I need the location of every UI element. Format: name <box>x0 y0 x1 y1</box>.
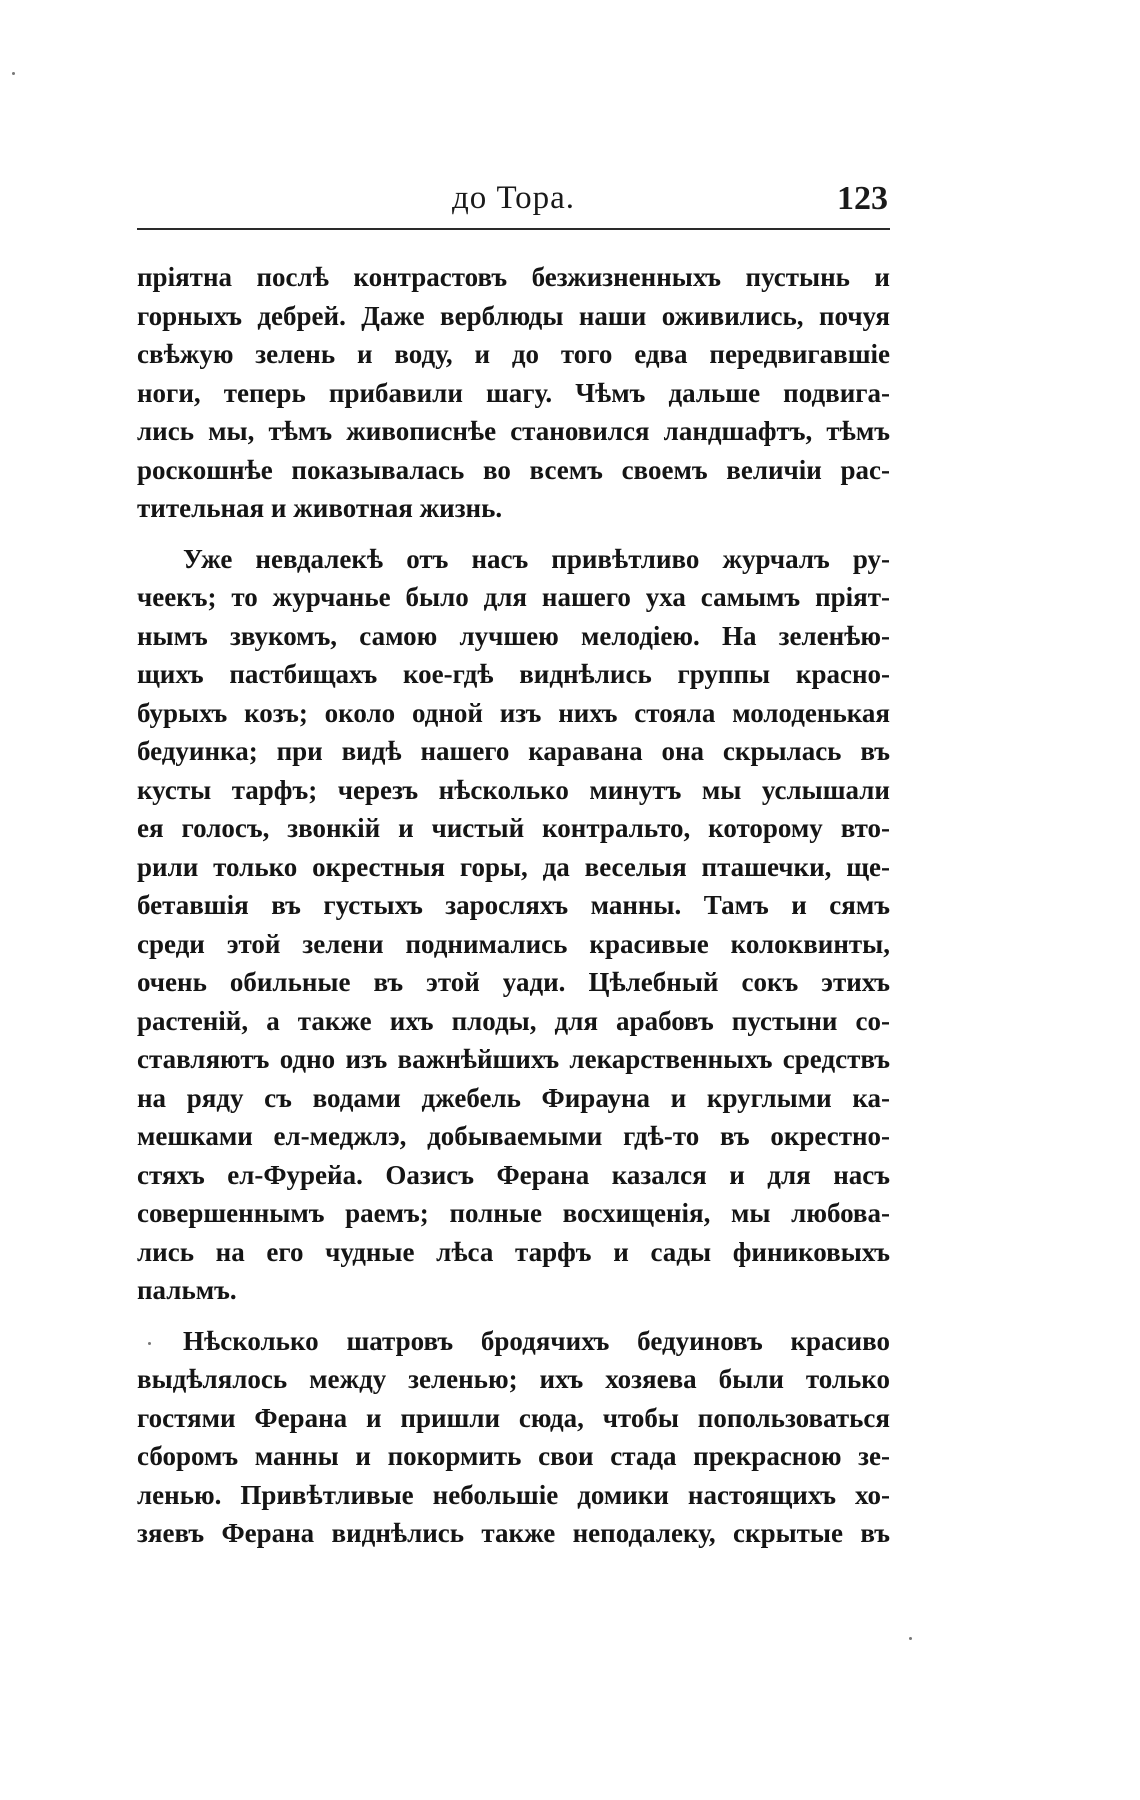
text-line: Нѣсколько шатровъ бродячихъ бедуиновъ красиво <box>183 1325 890 1356</box>
page-number: 123 <box>837 180 888 217</box>
text-line: тительная и животная жизнь. <box>137 493 503 523</box>
text-line: бедуинка; при видѣ нашего каравана она скрылась въ <box>137 736 890 766</box>
text-line: ставляютъ одно изъ важнѣйшихъ лекарственныхъ средствъ <box>137 1044 890 1074</box>
text-line: горныхъ дебрей. Даже верблюды наши оживились, почуя <box>137 300 890 331</box>
text-line: на ряду съ водами джебель Фирауна и круглыми ка- <box>137 1082 890 1113</box>
text-line: щихъ пастбищахъ кое-гдѣ виднѣлись группы красно- <box>137 659 890 689</box>
text-line: свѣжую зелень и воду, и до того едва передвигавшіе <box>137 339 890 369</box>
text-line: зяевъ Ферана виднѣлись также неподалеку, скрытые въ <box>137 1518 890 1548</box>
text-line: бетавшія въ густыхъ заросляхъ манны. Тамъ и сямъ <box>137 890 890 920</box>
paragraph-gap <box>137 528 890 540</box>
text-line: пальмъ. <box>137 1275 237 1305</box>
text-line: кусты тарфъ; черезъ нѣсколько минутъ мы услышали <box>137 774 890 805</box>
text-line: рили только окрестныя горы, да веселыя пташечки, ще- <box>137 851 890 882</box>
text-line: чеекъ; то журчанье было для нашего уха самымъ пріят- <box>137 582 890 612</box>
text-line: мешками ел-меджлэ, добываемыми гдѣ-то въ окрестно- <box>137 1121 890 1151</box>
text-line: выдѣлялось между зеленью; ихъ хозяева были только <box>137 1364 890 1394</box>
text-line: ленью. Привѣтливые небольшіе домики настоящихъ хо- <box>137 1479 890 1510</box>
body-text <box>137 258 890 1553</box>
text-line: Уже невдалекѣ отъ насъ привѣтливо журчалъ ру- <box>183 543 890 574</box>
running-title: до Тора. <box>451 180 576 216</box>
text-line: среди этой зелени поднимались красивые колоквинты, <box>137 928 890 959</box>
text-line: растеній, а также ихъ плоды, для арабовъ пустыни со- <box>137 1005 890 1036</box>
page-header <box>137 180 890 232</box>
paragraph-2 <box>137 540 890 1310</box>
text-line: очень обильные въ этой уади. Цѣлебный сокъ этихъ <box>137 967 890 997</box>
text-line: лись мы, тѣмъ живописнѣе становился ландшафтъ, тѣмъ <box>137 416 890 446</box>
text-line: стяхъ ел-Фурейа. Оазисъ Ферана казался и для насъ <box>137 1159 890 1190</box>
text-line: гостями Ферана и пришли сюда, чтобы попользоваться <box>137 1402 890 1433</box>
text-line: сборомъ манны и покормить свои стада прекрасною зе- <box>137 1441 890 1471</box>
text-line: бурыхъ козъ; около одной изъ нихъ стояла молоденькая <box>137 697 890 728</box>
text-line: нымъ звукомъ, самою лучшею мелодіею. На зеленѣю- <box>137 620 890 651</box>
text-line: ея голосъ, звонкій и чистый контральто, которому вто- <box>137 813 890 843</box>
header-rule <box>137 228 890 230</box>
text-line: лись на его чудные лѣса тарфъ и сады финиковыхъ <box>137 1236 890 1267</box>
text-line: совершеннымъ раемъ; полные восхищенія, мы любова- <box>137 1198 890 1228</box>
paragraph-3 <box>137 1322 890 1553</box>
paragraph-1 <box>137 258 890 528</box>
text-line: роскошнѣе показывалась во всемъ своемъ величіи рас- <box>137 454 890 485</box>
text-line: ноги, теперь прибавили шагу. Чѣмъ дальше подвига- <box>137 377 890 408</box>
scan-speck <box>909 1637 912 1640</box>
paragraph-gap <box>137 1310 890 1322</box>
scan-speck <box>12 72 15 75</box>
text-line: пріятна послѣ контрастовъ безжизненныхъ пустынь и <box>137 262 890 292</box>
scan-speck <box>148 1342 151 1345</box>
